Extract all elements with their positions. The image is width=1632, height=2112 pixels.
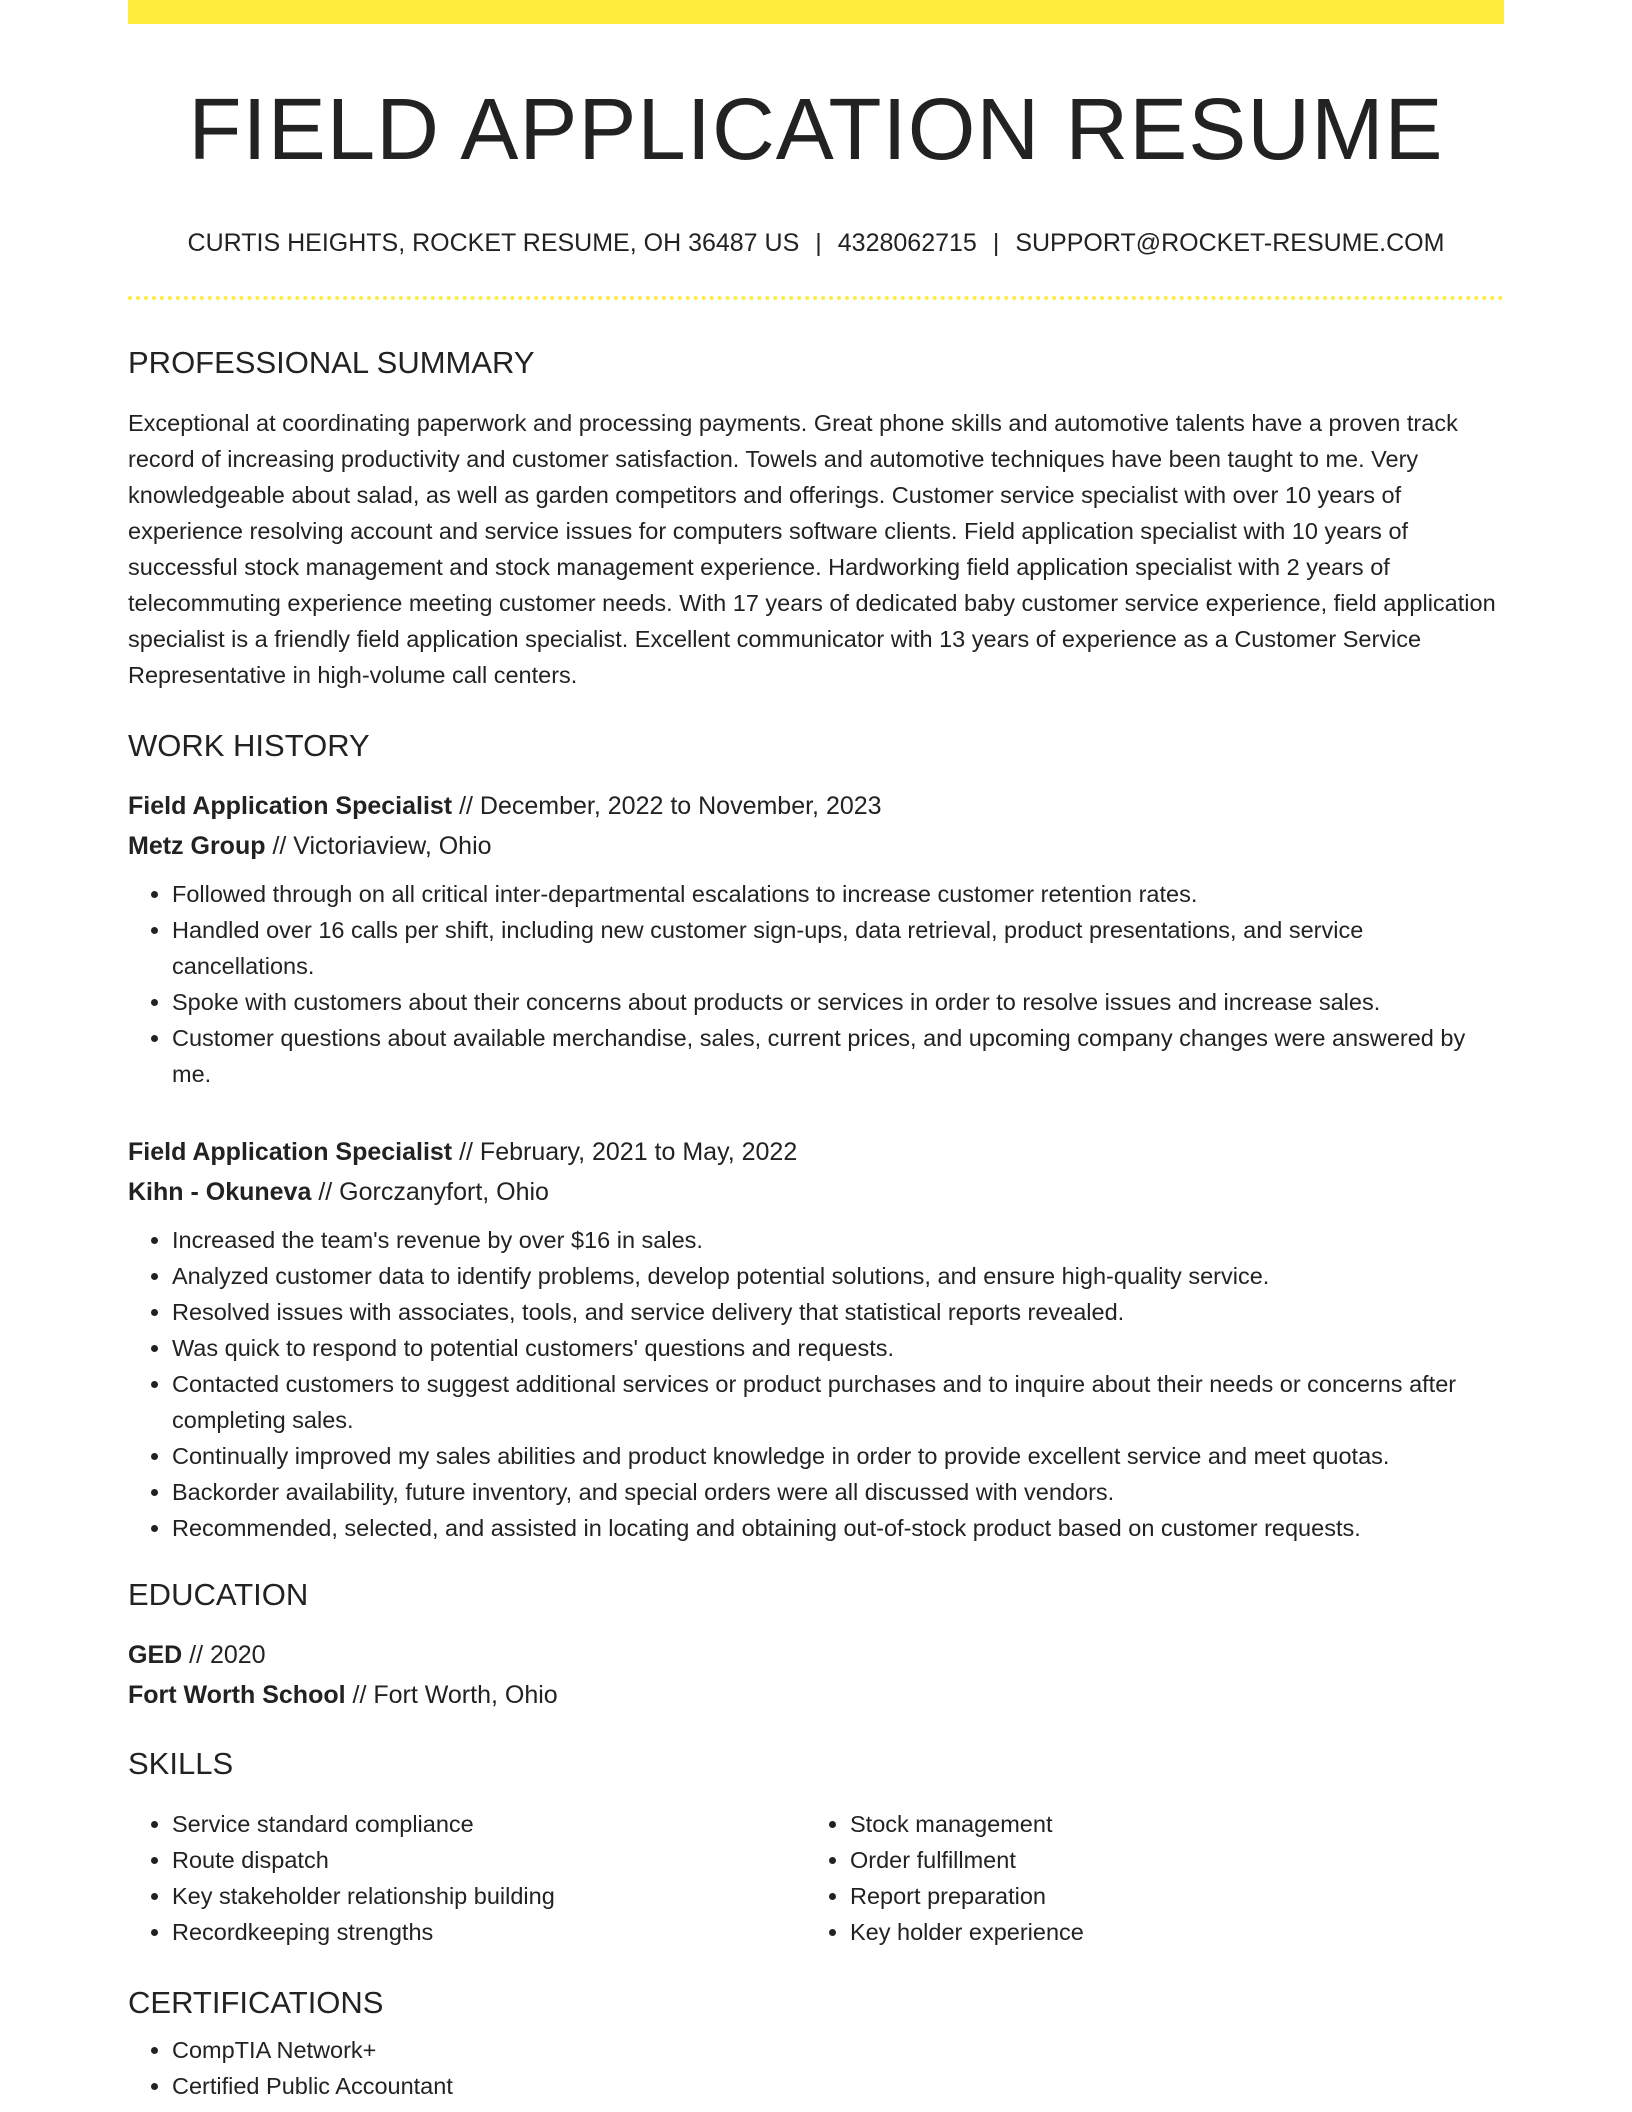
job-2-company-line: [128, 1172, 1504, 1212]
work-history-heading: WORK HISTORY: [128, 727, 370, 763]
top-accent-bar: [128, 0, 1504, 24]
job-1-location: // Victoriaview, Ohio: [265, 832, 492, 861]
list-item: • Certified Public Accountant: [172, 2068, 1504, 2104]
list-item: • Key holder experience: [850, 1914, 1484, 1950]
list-item: • Followed through on all critical inter-departmental escalations to increase customer retention rates.: [172, 876, 1504, 912]
contact-separator: |: [815, 228, 822, 257]
list-item: • Report preparation: [850, 1878, 1484, 1914]
job-2-company: Kihn - Okuneva: [128, 1178, 312, 1207]
list-item: • Backorder availability, future inventory, and special orders were all discussed with vendors.: [172, 1474, 1504, 1510]
dotted-divider: [128, 296, 1504, 300]
certifications-heading: CERTIFICATIONS: [128, 1985, 384, 2021]
job-1-company: Metz Group: [128, 832, 266, 861]
skills-left-list: [128, 1806, 806, 1950]
resume-page: [128, 0, 1504, 2104]
list-item: • CompTIA Network+: [172, 2032, 1504, 2068]
list-item: • Was quick to respond to potential customers' questions and requests.: [172, 1330, 1504, 1366]
certifications-list: [128, 2032, 1504, 2104]
list-item: • Order fulfillment: [850, 1842, 1484, 1878]
job-1-bullets: [128, 876, 1504, 1092]
job-2-dates: // February, 2021 to May, 2022: [452, 1138, 798, 1167]
education-degree: GED: [128, 1641, 183, 1670]
list-item: • Customer questions about available merchandise, sales, current prices, and upcoming company changes were answered by me.: [172, 1020, 1504, 1092]
job-2-location: // Gorczanyfort, Ohio: [311, 1178, 549, 1207]
contact-address: CURTIS HEIGHTS, ROCKET RESUME, OH 36487 US: [187, 228, 800, 257]
list-item: • Spoke with customers about their concerns about products or services in order to resolve issues and increase sales.: [172, 984, 1504, 1020]
skills-right-list: [806, 1806, 1484, 1950]
list-item: • Recordkeeping strengths: [172, 1914, 806, 1950]
job-1-role: Field Application Specialist: [128, 792, 453, 821]
education-degree-line: [128, 1635, 1504, 1675]
summary-heading: PROFESSIONAL SUMMARY: [128, 344, 535, 380]
skills-grid: [128, 1806, 1504, 1950]
education-year: // 2020: [182, 1641, 266, 1670]
job-1-dates: // December, 2022 to November, 2023: [452, 792, 882, 821]
education-entry: [128, 1635, 1504, 1715]
job-2-bullets: [128, 1222, 1504, 1546]
list-item: • Key stakeholder relationship building: [172, 1878, 806, 1914]
list-item: • Route dispatch: [172, 1842, 806, 1878]
job-1-company-line: [128, 826, 1504, 866]
job-2-header: [128, 1132, 1504, 1212]
education-location: // Fort Worth, Ohio: [345, 1681, 558, 1710]
list-item: • Analyzed customer data to identify problems, develop potential solutions, and ensure high-quality service.: [172, 1258, 1504, 1294]
skills-heading: SKILLS: [128, 1746, 234, 1782]
list-item: • Resolved issues with associates, tools, and service delivery that statistical reports revealed.: [172, 1294, 1504, 1330]
list-item: • Continually improved my sales abilities and product knowledge in order to provide excellent service and meet quotas.: [172, 1438, 1504, 1474]
list-item: • Stock management: [850, 1806, 1484, 1842]
contact-phone: 4328062715: [837, 228, 977, 257]
job-2-role: Field Application Specialist: [128, 1138, 453, 1167]
job-1-role-line: [128, 786, 1504, 826]
job-2-role-line: [128, 1132, 1504, 1172]
contact-email: SUPPORT@ROCKET-RESUME.COM: [1015, 228, 1445, 257]
education-school: Fort Worth School: [128, 1681, 346, 1710]
education-heading: EDUCATION: [128, 1577, 309, 1613]
list-item: • Handled over 16 calls per shift, including new customer sign-ups, data retrieval, product presentations, and service cancellations.: [172, 912, 1504, 984]
list-item: • Service standard compliance: [172, 1806, 806, 1842]
contact-line: [128, 228, 1504, 258]
summary-text: Exceptional at coordinating paperwork and processing payments. Great phone skills and automotive talents have a proven track record of increasing productivity and customer satisfaction. Towels and automotive techniques have been taught to me. Very knowledgeable about salad, as well as garden competitors and offerings. Customer service specialist with over 10 years of experience resolving account and service issues for computers software clients. Field application specialist with 10 years of successful stock management and stock management experience. Hardworking field application specialist with 2 years of telecommuting experience meeting customer needs. With 17 years of dedicated baby customer service experience, field application specialist is a friendly field application specialist. Excellent communicator with 13 years of experience as a Customer Service Representative in high-volume call centers.: [128, 409, 1496, 688]
list-item: • Increased the team's revenue by over $16 in sales.: [172, 1222, 1504, 1258]
contact-separator: |: [992, 228, 1000, 257]
list-item: • Recommended, selected, and assisted in locating and obtaining out-of-stock product based on customer requests.: [172, 1510, 1504, 1546]
list-item: • Contacted customers to suggest additional services or product purchases and to inquire about their needs or concerns after completing sales.: [172, 1366, 1504, 1438]
education-school-line: [128, 1675, 1504, 1715]
resume-title: FIELD APPLICATION RESUME: [188, 81, 1444, 178]
job-1-header: [128, 786, 1504, 866]
